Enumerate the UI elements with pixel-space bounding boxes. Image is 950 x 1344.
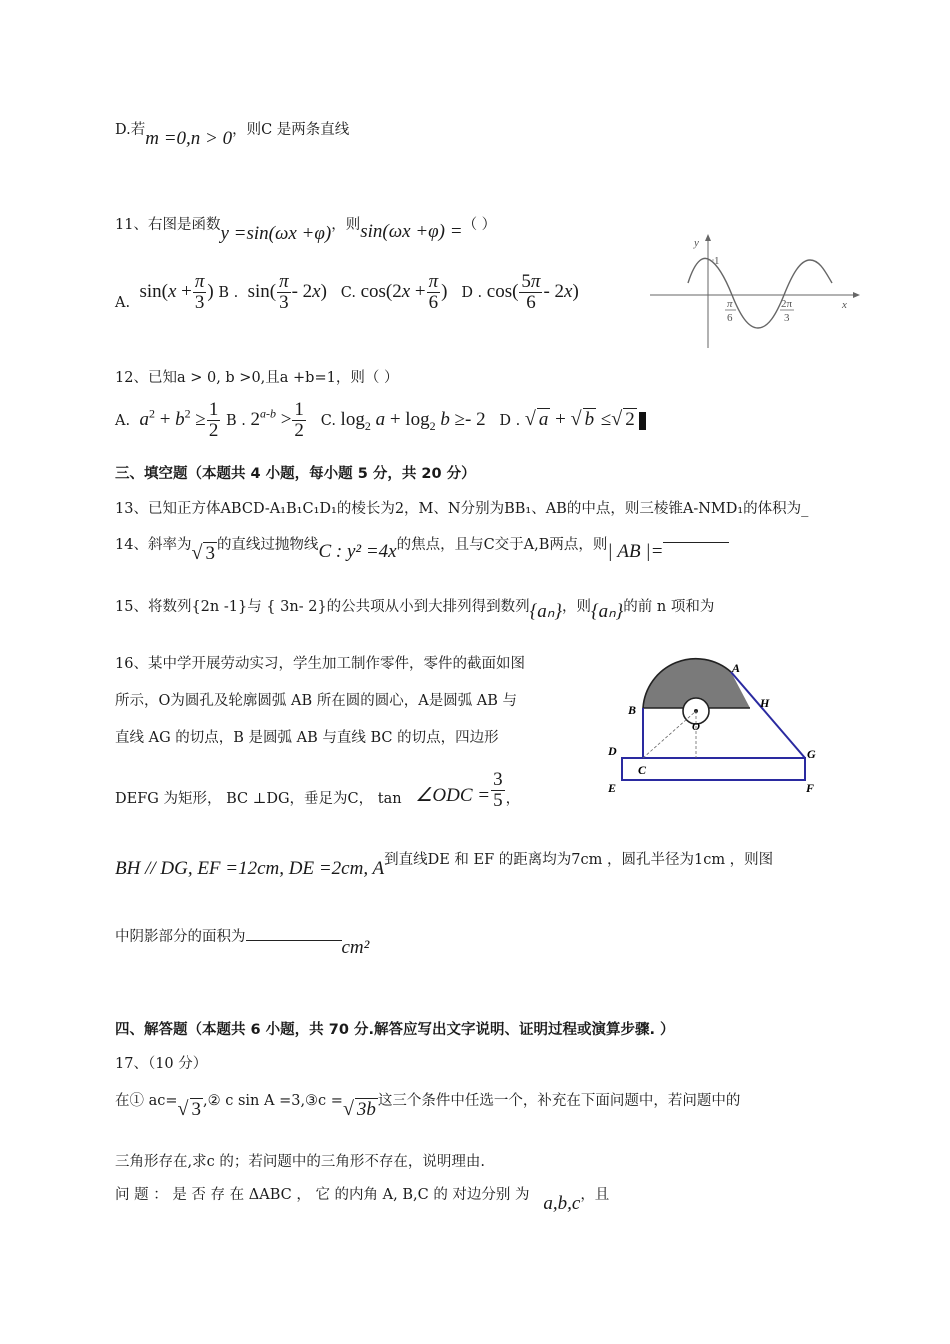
q12-opt-d-label: D . <box>499 412 521 429</box>
q15-seq-2: {aₙ} <box>590 601 624 622</box>
label-d: D <box>608 744 617 758</box>
q17-line2: 三角形存在,求c 的；若问题中的三角形不存在，说明理由. <box>115 1154 485 1170</box>
q16-part-figure <box>600 650 830 800</box>
amplitude-label: 1 <box>714 255 720 267</box>
q16-fraction <box>491 770 505 811</box>
q12-options <box>115 400 646 450</box>
q16-frac-num: 3 <box>493 769 503 790</box>
q12-opt-a: $a^2 + b^2$ ≥ $\frac{1}{2}$ <box>139 399 219 441</box>
q14-answer-blank[interactable] <box>663 542 729 543</box>
q10d-prefix: D.若 <box>115 122 146 138</box>
q16-line6 <box>115 925 369 961</box>
tick1-den: 6 <box>727 312 733 324</box>
label-h: H <box>760 696 770 710</box>
q12-opt-a-label: A. <box>115 412 131 429</box>
label-o: O <box>692 721 700 733</box>
q15-c: 的前 n 项和为 <box>623 599 715 615</box>
q16-angle: ∠ODC = <box>415 785 491 806</box>
q14-sqrt-value: 3 <box>205 543 215 564</box>
sine-curve <box>688 258 832 328</box>
q15-seq-2-value: aₙ <box>598 601 616 622</box>
q16-line4-text: DEFG 为矩形， BC ⊥DG，垂足为C， tan <box>115 791 402 807</box>
q16-line2: 所示，O为圆孔及轮廓圆弧 AB 所在圆的圆心，A是圆弧 AB 与 <box>115 693 518 709</box>
q12-opt-b-label: B . <box>225 412 246 429</box>
q16-comma: ， <box>505 791 521 807</box>
q17-sqrt3-value: 3 <box>191 1099 202 1120</box>
q11-sine-graph <box>648 228 863 353</box>
rect-defg <box>622 758 805 780</box>
q14-c: 的焦点，且与C交于A,B两点，则 <box>396 537 608 553</box>
q16-line1: 16、某中学开展劳动实习，学生加工制作零件，零件的截面如图 <box>115 656 525 672</box>
q16-frac-den: 5 <box>493 790 503 811</box>
q17-sqrt3: √ 3 <box>177 1098 202 1120</box>
q14-b: 的直线过抛物线 <box>216 537 319 553</box>
q16-line5-math: BH // DG, EF =12cm, DE =2cm, A <box>115 858 385 879</box>
x-axis-arrow <box>853 292 860 298</box>
label-f: F <box>806 781 815 795</box>
q17-l1b: ,② c sin A =3,③c = <box>203 1093 343 1109</box>
label-c: C <box>638 763 647 777</box>
q14 <box>115 532 729 572</box>
tick1-num: π <box>727 298 733 310</box>
q16-unit: cm² <box>341 937 370 958</box>
q12-stem: 12、已知a > 0, b >0,且a +b=1，则（ ） <box>115 370 399 386</box>
cursor-block <box>639 412 646 430</box>
q11-opt-a: sin(x + $\frac{\pi}{3}$ ) <box>134 271 214 313</box>
q15-seq-1-value: aₙ <box>537 601 555 622</box>
q17-sqrt3b-value: 3b <box>356 1099 376 1120</box>
q16-line6-text: 中阴影部分的面积为 <box>115 929 246 945</box>
q11-opt-c: cos(2x + $\frac{\pi}{6}$ ) <box>360 271 448 313</box>
q11-paren: （ ） <box>462 217 497 233</box>
q11-options <box>115 272 579 322</box>
q11-opt-a-label: A. <box>115 294 131 311</box>
line-ag <box>731 672 805 758</box>
q11-opt-b-label: B . <box>218 284 239 301</box>
q12-opt-c-label: C. <box>320 412 336 429</box>
q10-option-d <box>115 118 350 149</box>
q17-l3b: ，且 <box>580 1187 610 1203</box>
q17-line3 <box>115 1183 609 1219</box>
q16-line4 <box>115 770 520 820</box>
q16-answer-blank[interactable] <box>246 940 342 941</box>
line-od <box>643 711 696 758</box>
q11-stem <box>115 213 497 244</box>
label-g: G <box>807 747 816 761</box>
q11-opt-d-label: D . <box>461 284 483 301</box>
q16-line5 <box>115 848 773 884</box>
y-axis-label: y <box>694 237 699 249</box>
q17-l1a: 在① ac= <box>115 1093 178 1109</box>
tick2-den: 3 <box>784 312 790 324</box>
label-b: B <box>628 703 637 717</box>
section4-title: 四、解答题（本题共 6 小题，共 70 分.解答应写出文字说明、证明过程或演算步骤. ） <box>115 1022 675 1038</box>
q12-opt-b: $2^{a-b}$ > $\frac{1}{2}$ <box>250 399 304 441</box>
q15-a: 15、将数列{2n -1}与 { 3n- 2}的公共项从小到大排列得到数列 <box>115 599 530 615</box>
label-e: E <box>608 781 617 795</box>
q17-head: 17、（10 分） <box>115 1056 208 1072</box>
q11-opt-b: sin( $\frac{\pi}{3}$ - 2x) <box>242 271 327 313</box>
q10d-suffix: ，则C 是两条直线 <box>232 122 350 138</box>
q14-a: 14、斜率为 <box>115 537 192 553</box>
q11-function: y =sin(ωx +φ) <box>220 223 332 244</box>
q16-line5-text: 到直线DE 和 EF 的距离均为7cm ，圆孔半径为1cm ，则图 <box>384 852 774 868</box>
q17-l3-math: a,b,c <box>543 1193 581 1214</box>
q11-opt-c-label: C. <box>340 284 356 301</box>
q17-l1c: 这三个条件中任选一个，补充在下面问题中，若问题中的 <box>377 1093 741 1109</box>
q14-sqrt3: √ 3 <box>191 542 215 564</box>
q11-stem-b: ，则 <box>331 217 361 233</box>
q16-line3: 直线 AG 的切点，B 是圆弧 AB 与直线 BC 的切点，四边形 <box>115 730 499 746</box>
q12-opt-c: $\log_2 a + \log_2 b \ge- 2$ <box>340 408 486 433</box>
q15 <box>115 594 714 634</box>
section3-title: 三、填空题（本题共 4 小题，每小题 5 分，共 20 分） <box>115 466 476 482</box>
q12-opt-d: √ a + √ b ≤√ 2 <box>524 407 635 430</box>
q11-stem-a: 11、右图是函数 <box>115 217 221 233</box>
q14-ab: | AB |= <box>607 541 664 562</box>
q17-line1 <box>115 1088 740 1124</box>
q17-sqrt3b: √ 3b <box>342 1098 376 1120</box>
y-axis-arrow <box>705 234 711 241</box>
q11-expr: sin(ωx +φ) = <box>360 221 463 242</box>
q15-b: ，则 <box>561 599 591 615</box>
q14-curve: C : y² =4x <box>318 541 397 562</box>
tick2-num: 2π <box>781 298 793 310</box>
q15-seq-1: {aₙ} <box>529 601 562 622</box>
x-axis-label: x <box>842 299 847 311</box>
q13-text: 13、已知正方体ABCD-A₁B₁C₁D₁的棱长为2，M、N分别为BB₁、AB的中点，则三棱锥A-NMD₁的体积为_ <box>115 501 809 517</box>
q10d-math: m =0,n > 0 <box>145 128 233 149</box>
label-a: A <box>732 661 741 675</box>
q11-opt-d: cos( $\frac{5\pi}{6}$ - 2x) <box>486 271 579 313</box>
q17-l3a: 问 题 ： 是 否 存 在 ΔABC ， 它 的内角 A, B,C 的 对边分别 为 <box>115 1187 530 1203</box>
